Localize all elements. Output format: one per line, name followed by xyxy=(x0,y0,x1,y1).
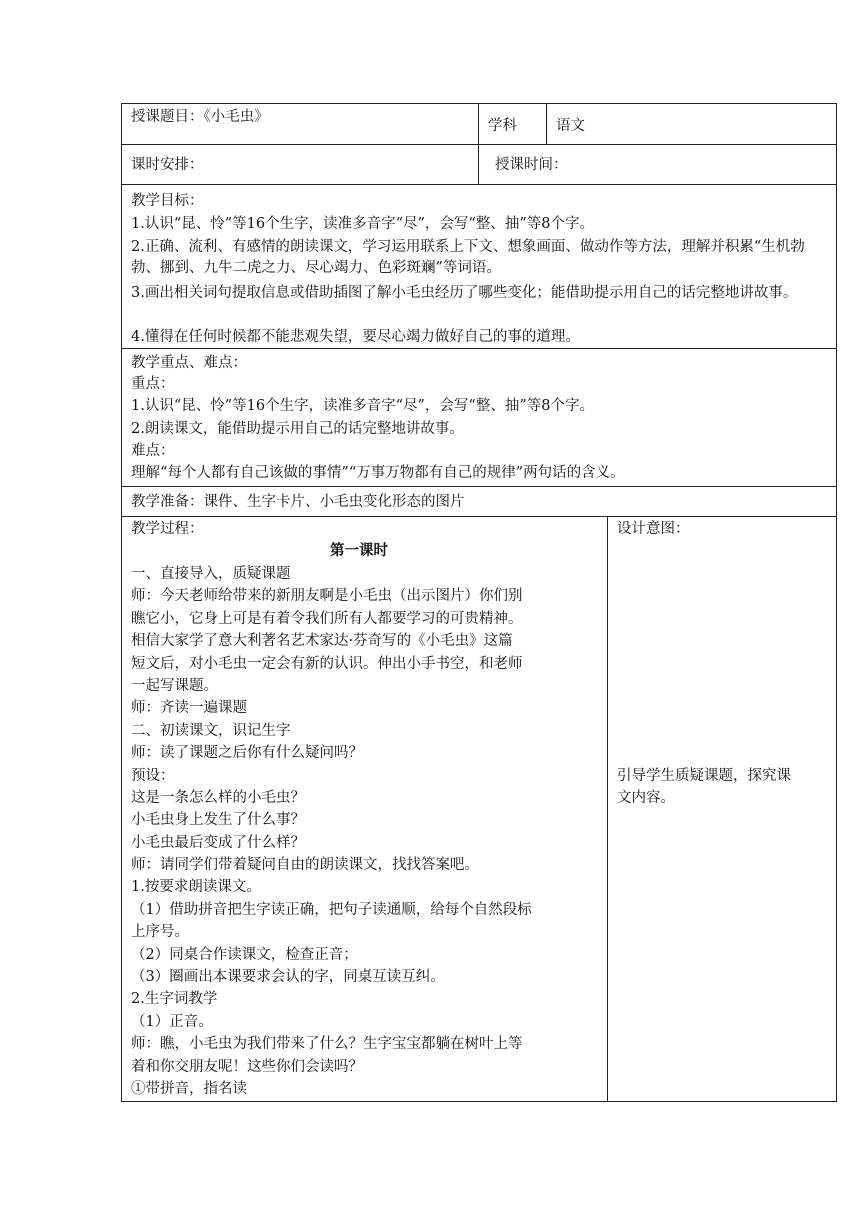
subject-value: 语文 xyxy=(556,118,585,134)
key-point-line: 难点： xyxy=(131,443,175,459)
process-line: 1.按要求朗读课文。 xyxy=(131,879,261,896)
process-line: （1）正音。 xyxy=(131,1013,213,1030)
key-point-line: 1.认识“昆、怜”等16个生字，读准多音字“尽”，会写“整、抽”等8个字。 xyxy=(131,398,594,414)
process-line: ①带拼音，指名读 xyxy=(131,1080,247,1097)
subject-value-cell xyxy=(546,103,837,145)
design-title: 设计意图： xyxy=(617,521,690,537)
process-line: （2）同桌合作读课文，检查正音； xyxy=(131,946,358,963)
process-line: 二、初读课文，识记生字 xyxy=(131,722,291,739)
objective-item: 4.懂得在任何时候都不能悲观失望，要尽心竭力做好自己的事的道理。 xyxy=(131,329,580,345)
process-line: （1）借助拼音把生字读正确，把句子读通顺，给每个自然段标 xyxy=(131,901,532,918)
process-line: 师：请同学们带着疑问自由的朗读课文，找找答案吧。 xyxy=(131,857,479,874)
process-line: 师：今天老师给带来的新朋友啊是小毛虫（出示图片）你们别 xyxy=(131,588,523,605)
time-label: 授课时间： xyxy=(495,157,568,173)
process-lines xyxy=(131,563,605,1100)
objective-item: 1.认识“昆、怜”等16个生字，读准多音字“尽”，会写“整、抽”等8个字。 xyxy=(131,216,594,232)
design-cell xyxy=(607,516,837,1102)
topic-text: 授课题目：《小毛虫》 xyxy=(131,109,269,125)
schedule-label: 课时安排： xyxy=(131,157,204,173)
objective-item: 3.画出相关词句提取信息或借助插图了解小毛虫经历了哪些变化；能借助提示用自己的话完整地讲故事。 xyxy=(131,285,798,301)
process-line: 2.生字词教学 xyxy=(131,991,218,1008)
process-line: 上序号。 xyxy=(131,924,189,941)
process-line: 这是一条怎么样的小毛虫？ xyxy=(131,789,305,806)
process-line: 瞧它小，它身上可是有着令我们所有人都要学习的可贵精神。 xyxy=(131,610,523,627)
process-line: 短文后，对小毛虫一定会有新的认识。伸出小手书空，和老师 xyxy=(131,655,523,672)
process-line: 着和你交朋友呢！这些你们会读吗？ xyxy=(131,1058,363,1075)
preparation-text: 教学准备：课件、生字卡片、小毛虫变化形态的图片 xyxy=(131,494,465,510)
process-line: 预设： xyxy=(131,767,175,784)
process-line: 小毛虫身上发生了什么事？ xyxy=(131,812,305,829)
process-line: 师：读了课题之后你有什么疑问吗？ xyxy=(131,745,363,762)
process-line: 师：齐读一遍课题 xyxy=(131,700,247,717)
objectives-title: 教学目标： xyxy=(131,193,204,209)
key-point-line: 2.朗读课文，能借助提示用自己的话完整地讲故事。 xyxy=(131,421,464,437)
design-line: 文内容。 xyxy=(617,790,675,806)
process-title: 教学过程： xyxy=(131,521,204,537)
process-line: （3）圈画出本课要求会认的字，同桌互读互纠。 xyxy=(131,969,445,986)
process-line: 相信大家学了意大利著名艺术家达·芬奇写的《小毛虫》这篇 xyxy=(131,633,513,650)
process-line: 一起写课题。 xyxy=(131,677,218,694)
subject-label: 学科 xyxy=(488,118,517,134)
objective-item: 2.正确、流利、有感情的朗读课文，学习运用联系上下文、想象画面、做动作等方法，理解并积累“生机勃勃、挪到、九牛二虎之力、尽心竭力、色彩斑斓”等词语。 xyxy=(131,239,805,276)
key-points-title: 教学重点、难点： xyxy=(131,355,247,371)
process-line: 一、直接导入，质疑课题 xyxy=(131,566,291,582)
process-line: 小毛虫最后变成了什么样？ xyxy=(131,834,305,851)
key-point-line: 理解“每个人都有自己该做的事情”“万事万物都有自己的规律”两句话的含义。 xyxy=(131,465,625,481)
process-line: 师：瞧，小毛虫为我们带来了什么？生字宝宝都躺在树叶上等 xyxy=(131,1036,523,1053)
lesson-heading: 第一课时 xyxy=(330,542,388,559)
key-point-line: 重点： xyxy=(131,376,175,392)
design-line: 引导学生质疑课题，探究课 xyxy=(617,768,791,784)
